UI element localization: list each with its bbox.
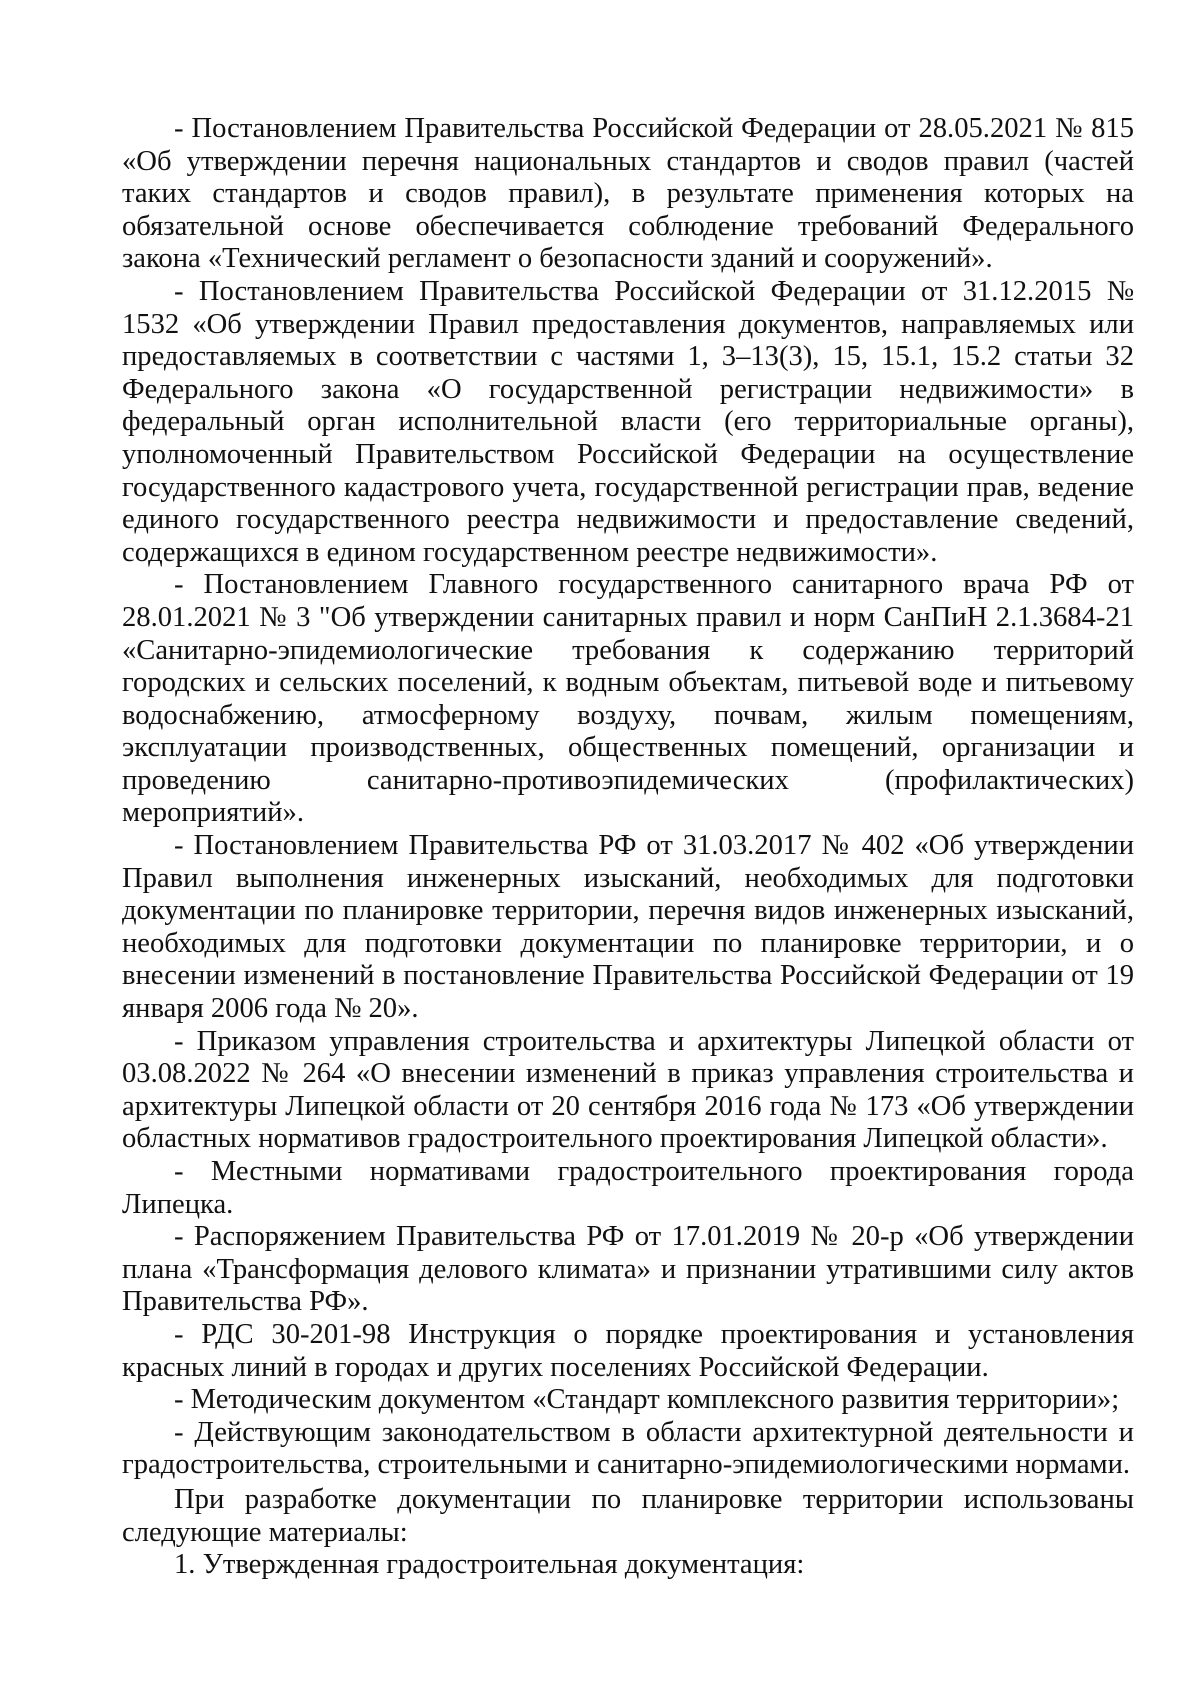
paragraph-decree-815: - Постановлением Правительства Российской Федерации от 28.05.2021 № 815 «Об утверждении перечня национальных стандартов и сводов правил (частей таких стандартов и сводов правил), в результате применения которых на обязательной основе обеспечивается соблюдение требований Федерального закона «Технический регламент о безопасности зданий и сооружений».	[122, 113, 1134, 275]
paragraph-legislation: - Действующим законодательством в области архитектурной деятельности и градостроительства, строительными и санитарно-эпидемиологическими нормами.	[122, 1416, 1134, 1481]
paragraph-order-20r: - Распоряжением Правительства РФ от 17.01.2019 № 20-р «Об утверждении плана «Трансформация делового климата» и признании утратившими силу актов Правительства РФ».	[122, 1221, 1134, 1318]
paragraph-local-standards: - Местными нормативами градостроительного проектирования города Липецка.	[122, 1156, 1134, 1220]
paragraph-decree-402: - Постановлением Правительства РФ от 31.03.2017 № 402 «Об утверждении Правил выполнения инженерных изысканий, необходимых для подготовки документации по планировке территории, перечня видов инженерных изысканий, необходимых для подготовки документации по планировке территории, и о внесении изменений в постановление Правительства Российской Федерации от 19 января 2006 года № 20».	[122, 830, 1134, 1025]
paragraph-rds-30-201-98: - РДС 30-201-98 Инструкция о порядке проектирования и установления красных линий в городах и других поселениях Российской Федерации.	[122, 1318, 1134, 1383]
paragraph-numbered-item-1: 1. Утвержденная градостроительная документация:	[174, 1549, 805, 1581]
paragraph-methodical-document: - Методическим документом «Стандарт комплексного развития территории»;	[174, 1384, 1120, 1416]
paragraph-materials-intro: При разработке документации по планировке территории использованы следующие материалы:	[122, 1483, 1134, 1548]
document-page	[122, 113, 1134, 1582]
paragraph-decree-1532: - Постановлением Правительства Российской Федерации от 31.12.2015 № 1532 «Об утверждении Правил предоставления документов, направляемых или предоставляемых в соответствии с частями 1, 3–13(3), 15, 15.1, 15.2 статьи 32 Федерального закона «О государственной регистрации недвижимости» в федеральный орган исполнительной власти (его территориальные органы), уполномоченный Правительством Российской Федерации на осуществление государственного кадастрового учета, государственной регистрации прав, ведение единого государственного реестра недвижимости и предоставление сведений, содержащихся в едином государственном реестре недвижимости».	[122, 275, 1134, 568]
paragraph-sanpin-decree: - Постановлением Главного государственного санитарного врача РФ от 28.01.2021 № 3 "Об утверждении санитарных правил и норм СанПиН 2.1.3684-21 «Санитарно-эпидемиологические требования к содержанию территорий городских и сельских поселений, к водным объектам, питьевой воде и питьевому водоснабжению, атмосферному воздуху, почвам, жилым помещениям, эксплуатации производственных, общественных помещений, организации и проведению санитарно-противоэпидемических (профилактических) мероприятий».	[122, 569, 1134, 829]
paragraph-order-264: - Приказом управления строительства и архитектуры Липецкой области от 03.08.2022 № 264 «О внесении изменений в приказ управления строительства и архитектуры Липецкой области от 20 сентября 2016 года № 173 «Об утверждении областных нормативов градостроительного проектирования Липецкой области».	[122, 1025, 1134, 1155]
